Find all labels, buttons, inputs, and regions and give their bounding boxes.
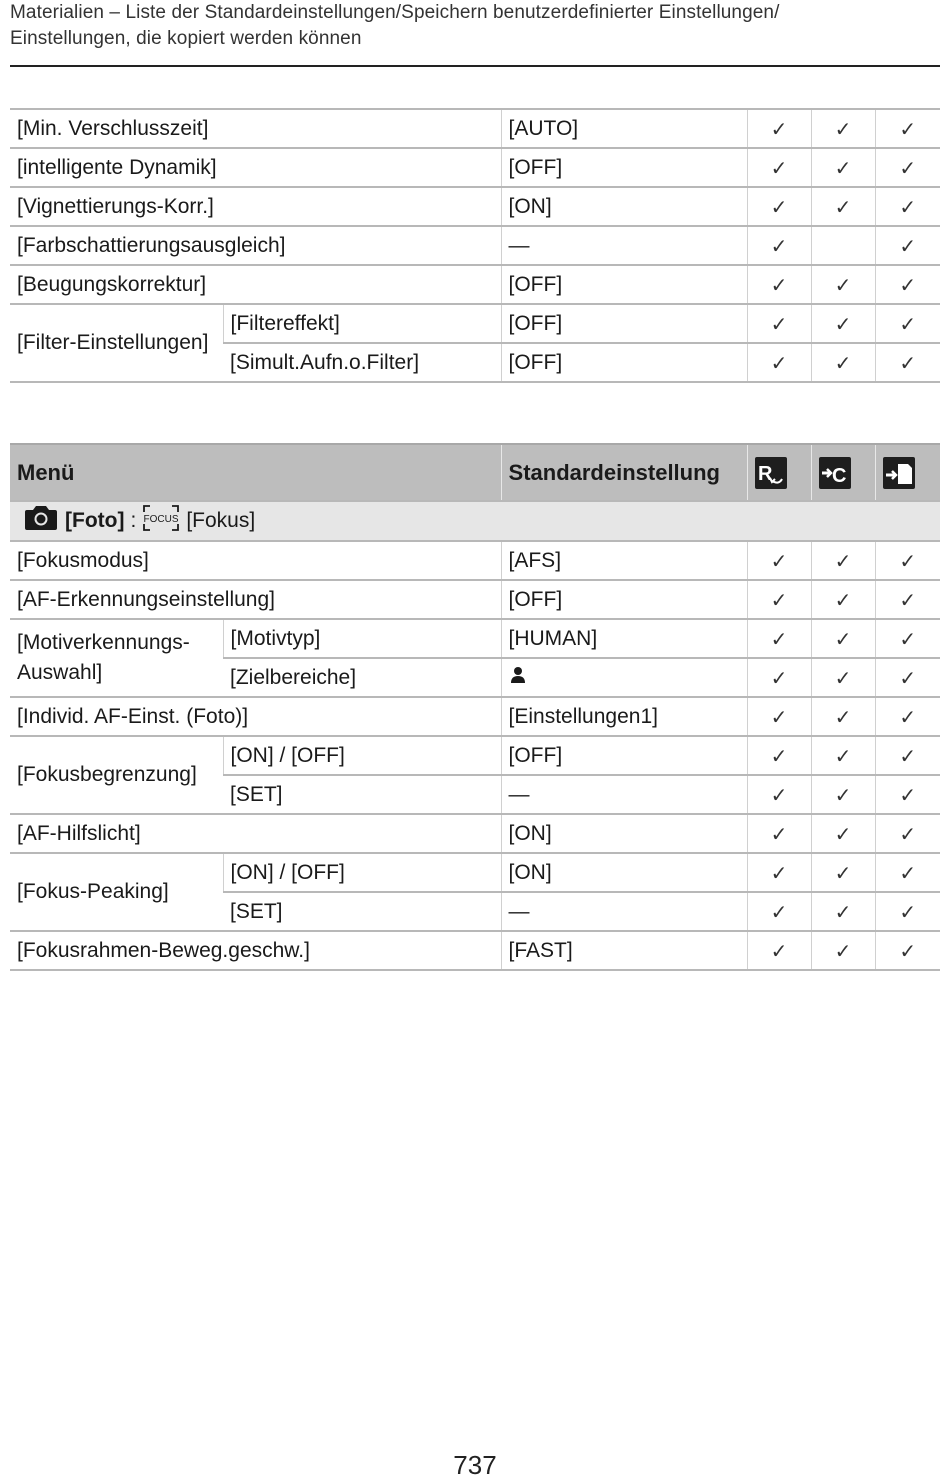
focus-icon [142,504,180,538]
sub-cell: [ON] / [OFF] [223,736,501,775]
check-copy: ✓ [875,187,940,226]
table-row [10,814,940,853]
check-reset: ✓ [747,226,811,265]
menu-cell: [Vignettierungs-Korr.] [10,187,501,226]
table-row [10,697,940,736]
table-row [10,619,940,658]
check-copy: ✓ [875,265,940,304]
default-cell: — [501,892,747,931]
column-header-custom-save [811,444,875,501]
check-copy: ✓ [875,931,940,970]
check-custom: ✓ [811,148,875,187]
default-cell: [HUMAN] [501,619,747,658]
menu-cell: [Farbschattierungsausgleich] [10,226,501,265]
reset-icon [755,457,787,489]
check-copy: ✓ [875,226,940,265]
check-reset: ✓ [747,736,811,775]
check-reset: ✓ [747,853,811,892]
group-cell: [Fokus-Peaking] [10,853,223,931]
default-cell: [FAST] [501,931,747,970]
menu-cell: [Fokusmodus] [10,541,501,580]
header-line-1: Materialien – Liste der Standardeinstellungen/Speichern benutzerdefinierter Einstellungen/ [10,2,780,23]
check-copy: ✓ [875,775,940,814]
check-custom: ✓ [811,580,875,619]
check-reset: ✓ [747,658,811,697]
sub-cell: [ON] / [OFF] [223,853,501,892]
default-cell: [OFF] [501,148,747,187]
check-reset: ✓ [747,304,811,343]
check-custom: ✓ [811,541,875,580]
check-custom: ✓ [811,931,875,970]
menu-cell: [AF-Hilfslicht] [10,814,501,853]
check-reset: ✓ [747,109,811,148]
page-number: 737 [453,1450,497,1480]
section-separator: : [130,509,137,532]
default-cell: [ON] [501,853,747,892]
default-cell: [OFF] [501,580,747,619]
table-row [10,187,940,226]
table-row [10,304,940,343]
check-copy: ✓ [875,343,940,382]
check-reset: ✓ [747,343,811,382]
table-row [10,853,940,892]
menu-cell: [Individ. AF-Einst. (Foto)] [10,697,501,736]
check-custom: ✓ [811,109,875,148]
svg-text:R: R [757,462,772,485]
table-header-row [10,444,940,501]
default-cell: — [501,226,747,265]
check-custom [811,226,875,265]
check-copy: ✓ [875,658,940,697]
check-custom: ✓ [811,775,875,814]
check-copy: ✓ [875,148,940,187]
group-cell: [Filter-Einstellungen] [10,304,223,382]
menu-cell: [Fokusrahmen-Beweg.geschw.] [10,931,501,970]
table-row [10,541,940,580]
column-header-default: Standardeinstellung [501,444,747,501]
menu-cell: [AF-Erkennungseinstellung] [10,580,501,619]
menu-cell: [Min. Verschlusszeit] [10,109,501,148]
check-copy: ✓ [875,736,940,775]
check-copy: ✓ [875,619,940,658]
default-cell: [OFF] [501,304,747,343]
default-cell: [Einstellungen1] [501,697,747,736]
camera-icon [23,504,59,538]
check-reset: ✓ [747,265,811,304]
check-copy: ✓ [875,892,940,931]
section-row-foto-fokus [10,501,940,541]
page-header [10,0,940,52]
check-reset: ✓ [747,541,811,580]
check-custom: ✓ [811,892,875,931]
focus-settings-table [10,443,940,971]
check-custom: ✓ [811,304,875,343]
check-custom: ✓ [811,187,875,226]
check-reset: ✓ [747,148,811,187]
sub-cell: [Zielbereiche] [223,658,501,697]
group-cell: [Motiverkennungs-Auswahl] [10,619,223,697]
menu-cell: [intelligente Dynamik] [10,148,501,187]
default-cell [501,658,747,697]
table-row [10,265,940,304]
check-copy: ✓ [875,580,940,619]
check-custom: ✓ [811,853,875,892]
settings-table-continued [10,108,940,383]
check-copy: ✓ [875,304,940,343]
check-reset: ✓ [747,697,811,736]
default-cell: [OFF] [501,343,747,382]
check-custom: ✓ [811,814,875,853]
copy-settings-icon [883,457,915,489]
human-icon [509,665,527,691]
default-cell: [OFF] [501,265,747,304]
check-reset: ✓ [747,580,811,619]
check-copy: ✓ [875,853,940,892]
header-divider [10,65,940,67]
check-reset: ✓ [747,187,811,226]
custom-save-icon [819,457,851,489]
svg-text:FOCUS: FOCUS [143,514,179,525]
check-custom: ✓ [811,697,875,736]
table-row [10,109,940,148]
column-header-reset [747,444,811,501]
sub-cell: [Motivtyp] [223,619,501,658]
sub-cell: [SET] [223,775,501,814]
default-cell: [ON] [501,187,747,226]
check-reset: ✓ [747,892,811,931]
check-custom: ✓ [811,343,875,382]
svg-text:C: C [831,464,846,487]
table-row [10,736,940,775]
check-reset: ✓ [747,931,811,970]
check-copy: ✓ [875,109,940,148]
check-copy: ✓ [875,697,940,736]
check-reset: ✓ [747,814,811,853]
default-cell: — [501,775,747,814]
check-custom: ✓ [811,265,875,304]
sub-cell: [Filtereffekt] [223,304,501,343]
menu-cell: [Beugungskorrektur] [10,265,501,304]
table-row [10,580,940,619]
column-header-copy [875,444,940,501]
check-reset: ✓ [747,619,811,658]
check-custom: ✓ [811,619,875,658]
table-row [10,226,940,265]
group-cell: [Fokusbegrenzung] [10,736,223,814]
check-copy: ✓ [875,814,940,853]
default-cell: [ON] [501,814,747,853]
section-label-foto: [Foto] [65,509,125,532]
default-cell: [OFF] [501,736,747,775]
check-reset: ✓ [747,775,811,814]
section-cell [10,501,940,541]
column-header-menu: Menü [10,444,501,501]
default-cell: [AFS] [501,541,747,580]
check-copy: ✓ [875,541,940,580]
section-label-fokus: [Fokus] [186,509,256,532]
sub-cell: [SET] [223,892,501,931]
sub-cell: [Simult.Aufn.o.Filter] [223,343,501,382]
table-row [10,931,940,970]
check-custom: ✓ [811,736,875,775]
header-line-2: Einstellungen, die kopiert werden können [10,28,362,49]
table-row [10,148,940,187]
check-custom: ✓ [811,658,875,697]
default-cell: [AUTO] [501,109,747,148]
